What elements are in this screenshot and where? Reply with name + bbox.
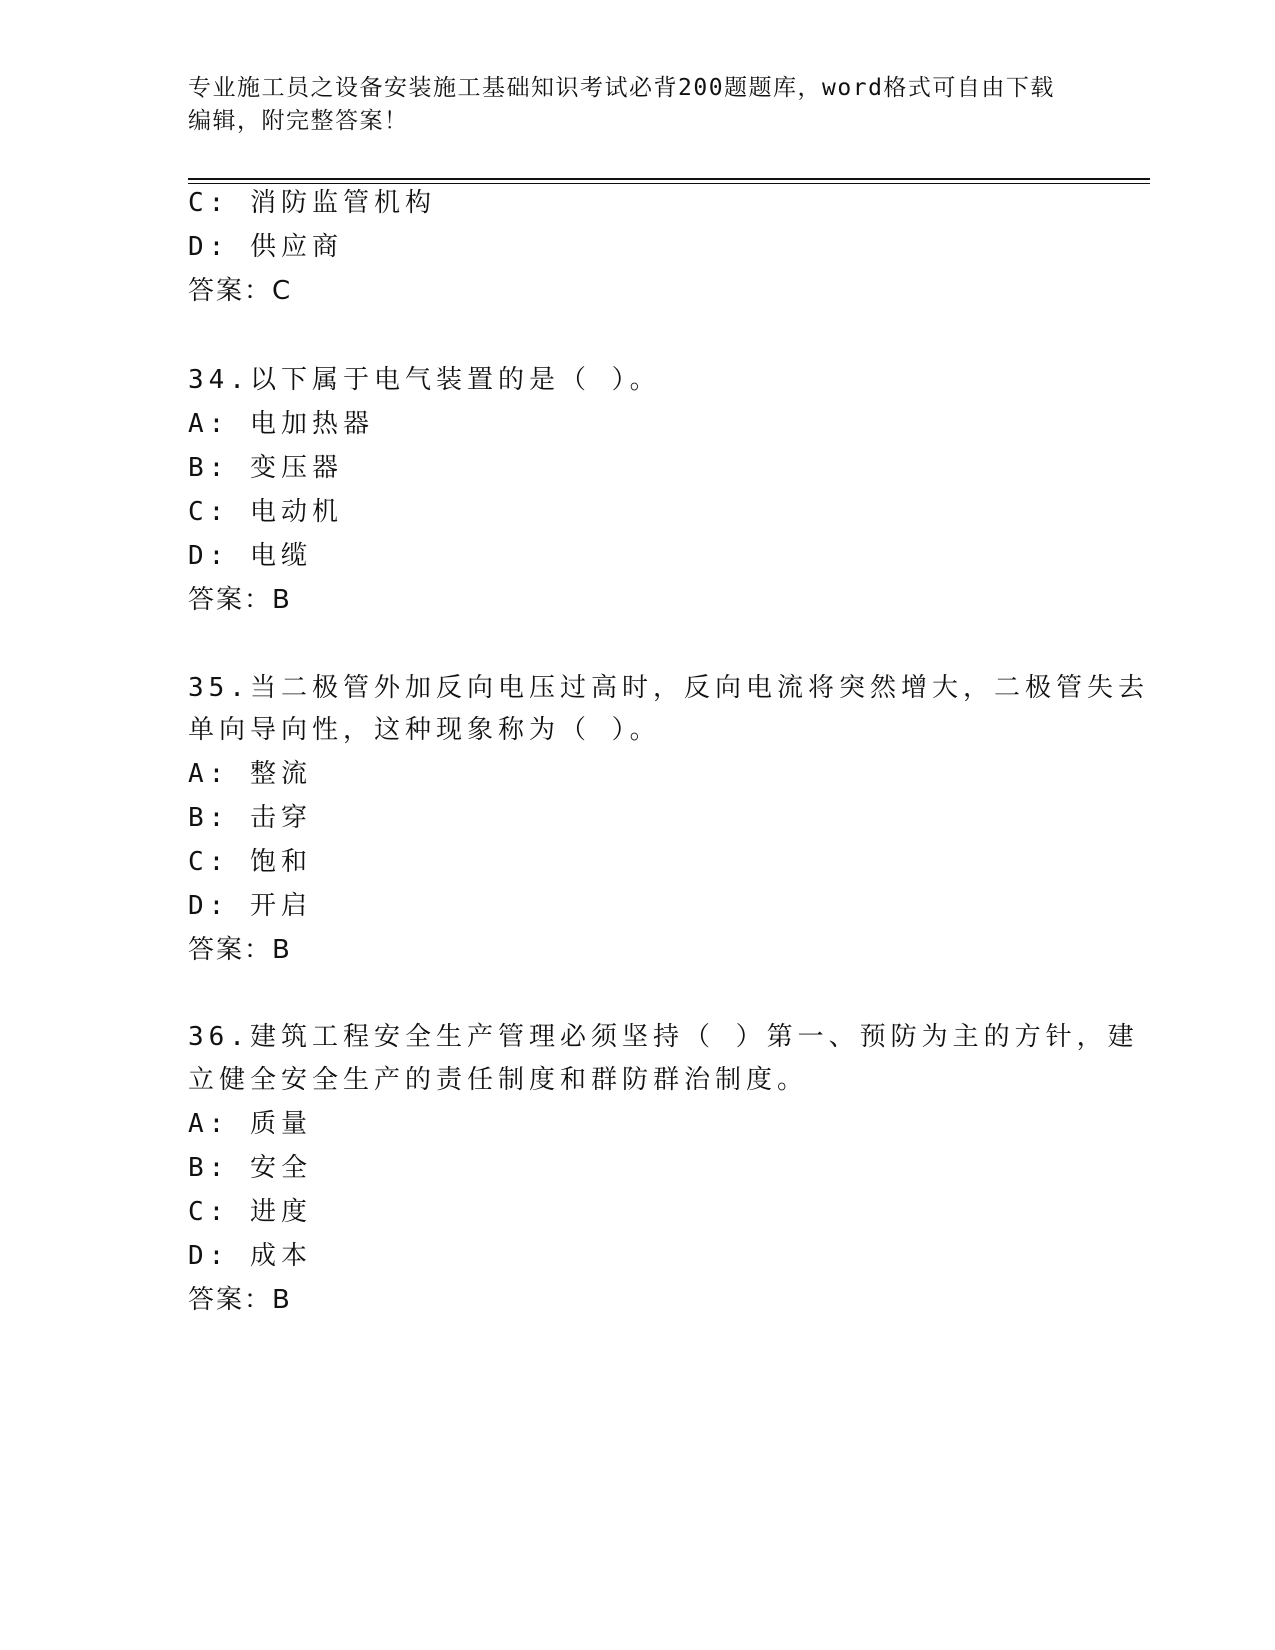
q35-stem-line-2: 单向导向性，这种现象称为（ ）。	[188, 715, 661, 745]
q35-option-c: C: 饱和	[188, 847, 312, 877]
q34-option-a: A: 电加热器	[188, 409, 374, 439]
q34-option-b: B: 变压器	[188, 453, 343, 483]
prev-option-d: D: 供应商	[188, 232, 343, 262]
q36-answer: 答案：B	[188, 1285, 292, 1315]
q35-stem-line-1: 35.当二极管外加反向电压过高时，反向电流将突然增大，二极管失去	[188, 673, 1149, 703]
q35-option-b: B: 击穿	[188, 803, 312, 833]
q35-answer: 答案：B	[188, 935, 292, 965]
q34-stem: 34.以下属于电气装置的是（ ）。	[188, 365, 661, 395]
header-title-line-2: 编辑，附完整答案！	[188, 108, 409, 134]
document-header	[188, 72, 1068, 138]
prev-option-c: C: 消防监管机构	[188, 188, 436, 218]
q36-option-d: D: 成本	[188, 1241, 312, 1271]
q36-option-c: C: 进度	[188, 1197, 312, 1227]
q34-option-c: C: 电动机	[188, 497, 343, 527]
q34-answer: 答案：B	[188, 585, 292, 615]
header-title-line-1: 专业施工员之设备安装施工基础知识考试必背200题题库，word格式可自由下载	[188, 75, 1055, 101]
q35-option-a: A: 整流	[188, 759, 312, 789]
header-divider-thick	[188, 178, 1150, 180]
q34-option-d: D: 电缆	[188, 541, 312, 571]
q35-option-d: D: 开启	[188, 891, 312, 921]
q36-option-b: B: 安全	[188, 1153, 312, 1183]
q36-stem-line-2: 立健全安全生产的责任制度和群防群治制度。	[188, 1065, 809, 1095]
q36-option-a: A: 质量	[188, 1109, 312, 1139]
prev-answer: 答案：C	[188, 276, 293, 306]
q36-stem-line-1: 36.建筑工程安全生产管理必须坚持（ ）第一、预防为主的方针，建	[188, 1022, 1139, 1052]
